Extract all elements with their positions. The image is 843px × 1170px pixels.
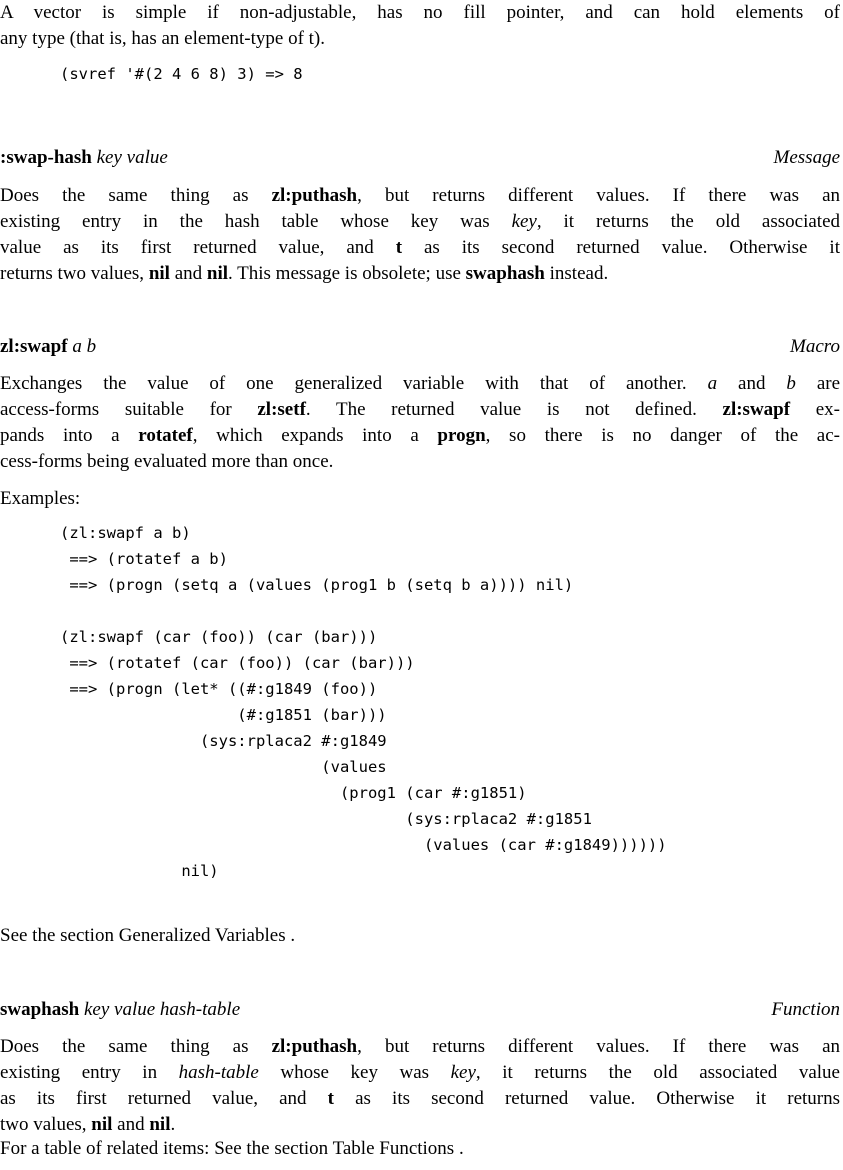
intro-line-2: any type (that is, has an element-type of t).: [0, 28, 326, 49]
swapf-line-4: cess-forms being evaluated more than once.: [0, 451, 334, 472]
swapf-args: a b: [72, 336, 97, 357]
swaphash-line-1: Does the same thing as zl:puthash, but returns different values. If there was an: [0, 1036, 841, 1057]
swap-hash-kind: Message: [773, 147, 840, 168]
swaphash-related: For a table of related items: See the section Table Functions .: [0, 1138, 464, 1159]
swaphash-kind: Function: [771, 999, 840, 1020]
intro-paragraph: [0, 0, 840, 52]
swap-hash-line-2: existing entry in the hash table whose key was key, it returns the old associated: [0, 211, 840, 232]
swaphash-description: [0, 1034, 840, 1138]
swapf-examples-label: Examples:: [0, 488, 81, 509]
swapf-line-2: access-forms suitable for zl:setf. The returned value is not defined. zl:swapf ex-: [0, 399, 840, 420]
intro-code-example: (svref '#(2 4 6 8) 3) => 8: [60, 65, 303, 83]
swaphash-line-2: existing entry in hash-table whose key was key, it returns the old associated value: [0, 1062, 840, 1083]
swapf-heading: [0, 334, 840, 360]
swapf-name: zl:swapf: [0, 336, 68, 357]
swap-hash-name: :swap-hash: [0, 147, 92, 168]
swap-hash-description: [0, 183, 840, 287]
swaphash-line-3: as its first returned value, and t as its second returned value. Otherwise it returns: [0, 1088, 841, 1109]
swap-hash-line-3: value as its first returned value, and t as its second returned value. Otherwise it: [0, 237, 840, 258]
swap-hash-line-1: Does the same thing as zl:puthash, but returns different values. If there was an: [0, 185, 841, 206]
swapf-code-example: (zl:swapf a b) ==> (rotatef a b) ==> (progn (setq a (values (prog1 b (setq b a)))) nil) (zl:swapf (car (foo)) (car (bar))) ==> (rotatef (car (foo)) (car (bar))) ==> (progn (let* ((#:g1849 (foo)) (#:g1851 (bar))) (sys:rplaca2 #:g1849 (values (prog1 (car #:g1851) (sys:rplaca2 #:g1851 (values (car #:g1849)))))) nil): [60, 524, 667, 880]
swapf-see-also: See the section Generalized Variables .: [0, 925, 296, 946]
swaphash-name: swaphash: [0, 999, 80, 1020]
swapf-description: [0, 371, 840, 475]
intro-line-1: A vector is simple if non-adjustable, has no fill pointer, and can hold elements of: [0, 2, 840, 23]
swapf-line-1: Exchanges the value of one generalized variable with that of another. a and b are: [0, 373, 841, 394]
swaphash-heading: [0, 997, 840, 1023]
swaphash-line-4: two values, nil and nil.: [0, 1114, 176, 1135]
swap-hash-heading: [0, 145, 840, 171]
swap-hash-args: key value: [96, 147, 168, 168]
swapf-kind: Macro: [790, 336, 840, 357]
swapf-line-3: pands into a rotatef, which expands into a progn, so there is no danger of the ac-: [0, 425, 841, 446]
swap-hash-line-4: returns two values, nil and nil. This message is obsolete; use swaphash instead.: [0, 263, 609, 284]
swaphash-args: key value hash-table: [83, 999, 241, 1020]
